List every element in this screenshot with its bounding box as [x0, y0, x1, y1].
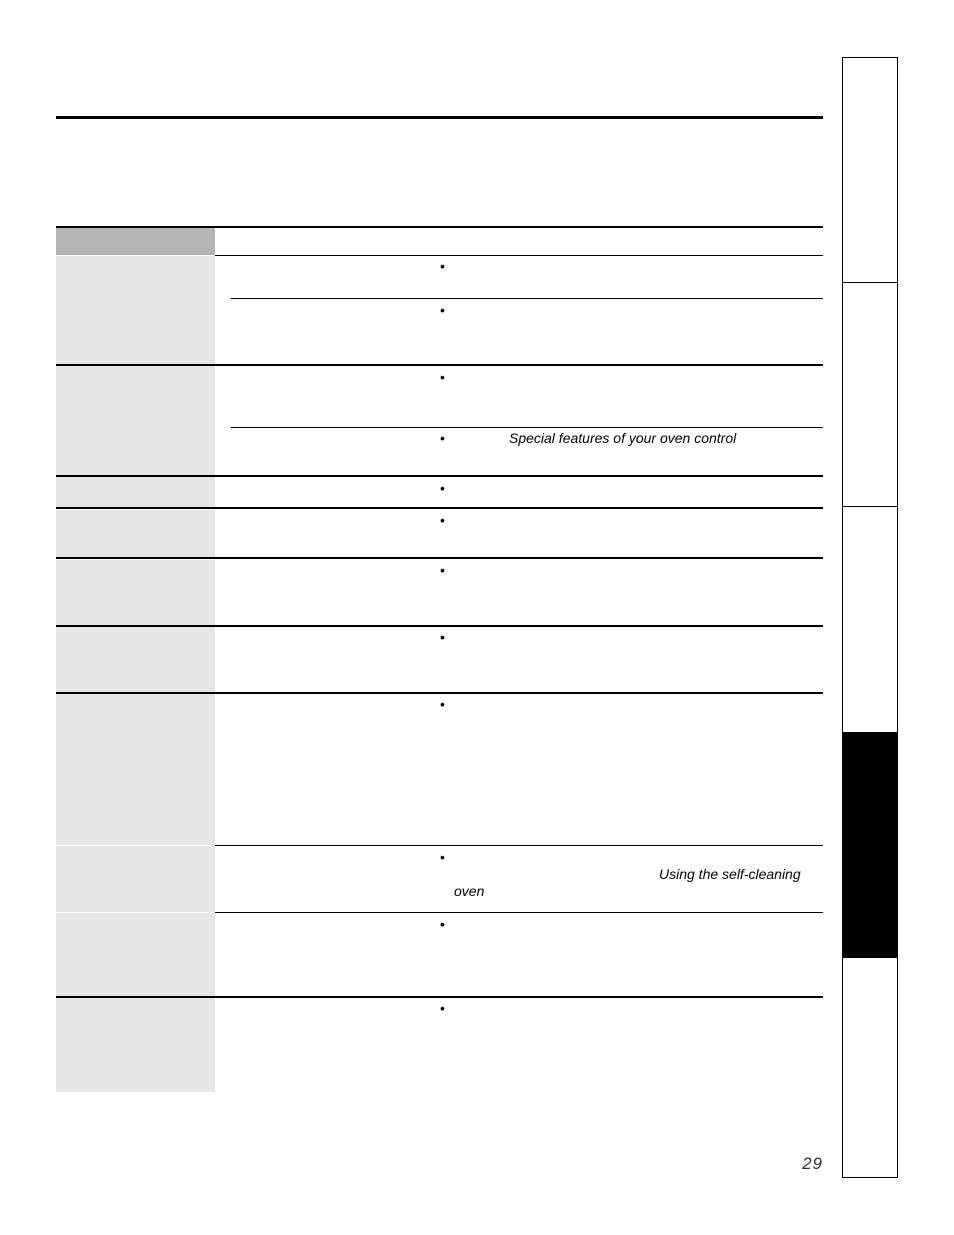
- bullet-icon: •: [440, 258, 445, 274]
- problem-cell: [56, 477, 215, 507]
- bullet-icon: •: [440, 916, 445, 932]
- row-divider: [56, 996, 823, 998]
- row-divider: [56, 475, 823, 477]
- problem-cell: [56, 913, 215, 996]
- section-tab-active[interactable]: [843, 733, 897, 958]
- table-header-cell: [56, 228, 215, 255]
- bullet-icon: •: [440, 302, 445, 318]
- row-divider: [215, 845, 823, 846]
- row-divider: [56, 507, 823, 509]
- problem-cell: [56, 510, 215, 557]
- problem-cell: [56, 998, 215, 1092]
- bullet-icon: •: [440, 849, 445, 865]
- bullet-icon: •: [440, 480, 445, 496]
- problem-cell: [56, 560, 215, 625]
- bullet-icon: •: [440, 696, 445, 712]
- bullet-icon: •: [440, 369, 445, 385]
- section-tab[interactable]: [843, 283, 897, 507]
- page-number: 29: [802, 1154, 823, 1173]
- problem-cell: [56, 366, 215, 475]
- note-reference: oven: [454, 883, 485, 899]
- section-tab[interactable]: [843, 958, 897, 1177]
- problem-cell: [56, 846, 215, 912]
- bullet-icon: •: [440, 629, 445, 645]
- row-divider: [215, 912, 823, 913]
- cause-divider: [231, 298, 823, 299]
- table-header-rule: [215, 255, 823, 256]
- bullet-icon: •: [440, 562, 445, 578]
- problem-cell: [56, 627, 215, 692]
- row-divider: [56, 692, 823, 694]
- bullet-icon: •: [440, 512, 445, 528]
- section-tab[interactable]: [843, 58, 897, 283]
- row-divider: [56, 625, 823, 627]
- bullet-icon: •: [440, 430, 445, 446]
- note-reference: Special features of your oven control: [509, 430, 737, 446]
- top-rule: [56, 116, 823, 119]
- problem-cell: [56, 256, 215, 364]
- problem-cell: [56, 694, 215, 845]
- row-divider: [56, 557, 823, 559]
- section-tab[interactable]: [843, 507, 897, 733]
- row-divider: [56, 364, 823, 366]
- bullet-icon: •: [440, 1000, 445, 1016]
- note-reference: Using the self-cleaning: [659, 866, 801, 882]
- section-tabs: [842, 57, 898, 1178]
- cause-divider: [231, 427, 823, 428]
